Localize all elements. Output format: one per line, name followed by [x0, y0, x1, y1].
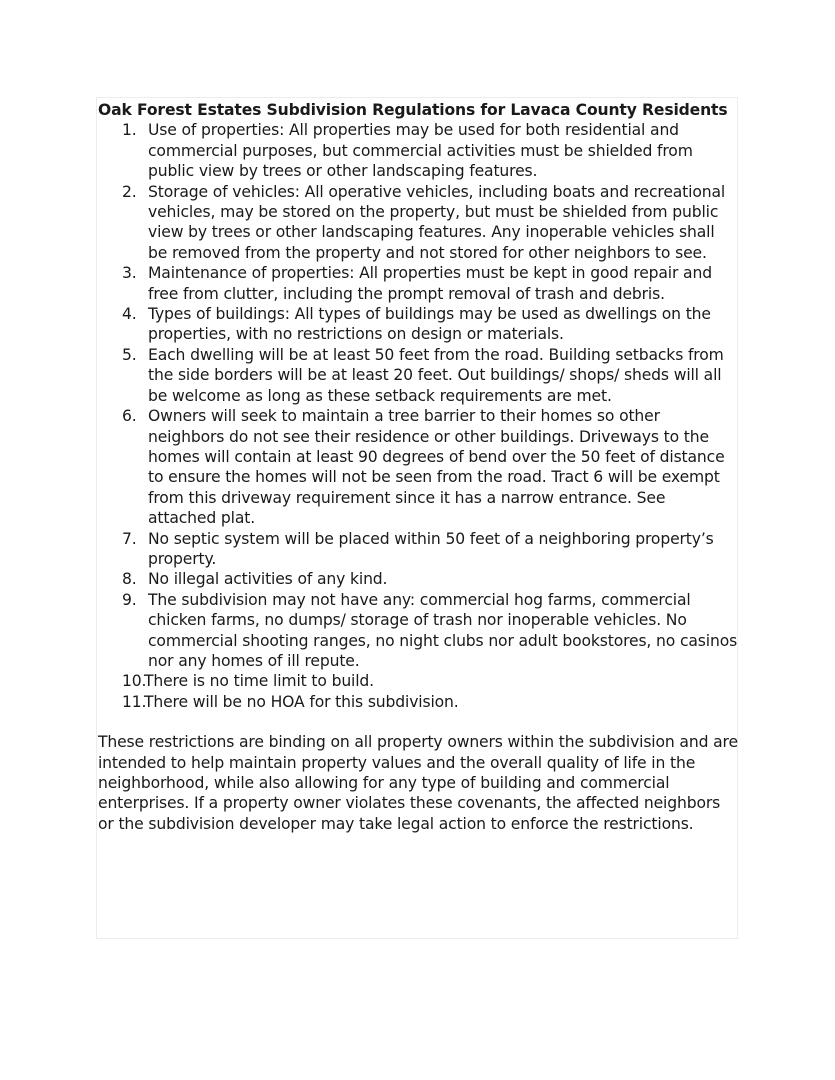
rule-item — [98, 182, 738, 264]
rule-text: Use of properties: All properties may be used for both residential and commercial purposes, but commercial activities must be shielded from public view by trees or other landscaping features. — [148, 121, 693, 181]
rule-text: Each dwelling will be at least 50 feet from the road. Building setbacks from the side borders will be at least 20 feet. Out buildings/ shops/ sheds will all be welcome as long as these setback requirements are met. — [148, 345, 724, 405]
rule-number: 3. — [122, 264, 137, 283]
document — [98, 100, 738, 850]
rule-item — [98, 569, 738, 589]
rule-text: No septic system will be placed within 50 feet of a neighboring property’s property. — [148, 529, 714, 568]
rule-item — [98, 529, 738, 570]
rule-item — [98, 671, 738, 691]
rule-number: 7. — [122, 529, 137, 548]
rule-text: Maintenance of properties: All properties must be kept in good repair and free from clutter, including the prompt removal of trash and debris. — [148, 264, 712, 303]
rule-number: 5. — [122, 345, 137, 364]
rule-text: No illegal activities of any kind. — [148, 570, 388, 589]
rule-number: 11. — [122, 692, 147, 711]
rules-list — [98, 120, 738, 712]
rule-number: 8. — [122, 570, 137, 589]
rule-text: There is no time limit to build. — [144, 672, 374, 691]
rule-item — [98, 692, 738, 712]
rule-text: Types of buildings: All types of buildings may be used as dwellings on the properties, with no restrictions on design or materials. — [148, 305, 711, 344]
closing-paragraph: These restrictions are binding on all property owners within the subdivision and are intended to help maintain property values and the overall quality of life in the neighborhood, while also allowing for any type of building and commercial enterprises. If a property owner violates these covenants, the affected neighbors or the subdivision developer may take legal action to enforce the restrictions. — [98, 733, 738, 833]
rule-item — [98, 590, 738, 672]
rule-text: Owners will seek to maintain a tree barrier to their homes so other neighbors do not see their residence or other buildings. Driveways to the homes will contain at least 90 degrees of bend over the 50 feet of distance to ensure the homes will not be seen from the road. Tract 6 will be exempt from this driveway requirement since it has a narrow entrance. See attached plat. — [148, 407, 725, 528]
rule-item — [98, 406, 738, 528]
rule-text: Storage of vehicles: All operative vehicles, including boats and recreational vehicles, may be stored on the property, but must be shielded from public view by trees or other landscaping features. Any inoperable vehicles shall be removed from the property and not stored for other neighbors to see. — [148, 182, 726, 262]
rule-text: There will be no HOA for this subdivision. — [144, 692, 459, 711]
rule-number: 9. — [122, 590, 137, 609]
rule-number: 10. — [122, 672, 147, 691]
rule-number: 6. — [122, 407, 137, 426]
rule-item — [98, 120, 738, 181]
rule-item — [98, 304, 738, 345]
rule-item — [98, 345, 738, 406]
rule-text: The subdivision may not have any: commercial hog farms, commercial chicken farms, no dumps/ storage of trash nor inoperable vehicles. No commercial shooting ranges, no night clubs nor adult bookstores, no casinos nor any homes of ill repute. — [148, 590, 738, 670]
rule-number: 1. — [122, 121, 137, 140]
rule-item — [98, 263, 738, 304]
rule-number: 2. — [122, 182, 137, 201]
rule-number: 4. — [122, 305, 137, 324]
document-title: Oak Forest Estates Subdivision Regulations for Lavaca County Residents — [98, 101, 728, 119]
